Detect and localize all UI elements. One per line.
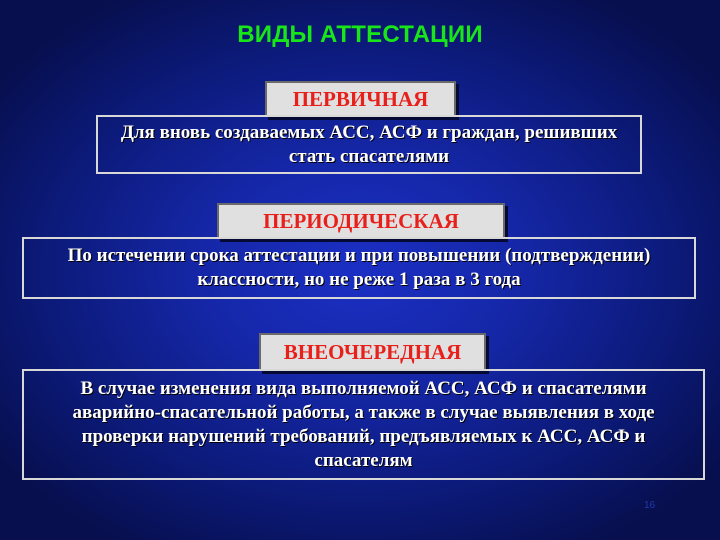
section-description-primary-text: Для вновь создаваемых АСС, АСФ и граждан, решивших стать спасателями xyxy=(120,121,618,167)
section-label-periodic: ПЕРИОДИЧЕСКАЯ xyxy=(217,203,505,239)
section-description-extraordinary-text: В случае изменения вида выполняемой АСС, АСФ и спасателями аварийно-спасательной работы, а также в случае выявления в ходе проверки нарушений требований, предъявляемых к АСС, АСФ и спасателям xyxy=(72,377,655,471)
section-description-primary xyxy=(96,115,642,174)
section-description-periodic xyxy=(22,237,696,299)
slide-title: ВИДЫ АТТЕСТАЦИИ xyxy=(237,21,483,48)
section-label-extraordinary: ВНЕОЧЕРЕДНАЯ xyxy=(259,333,486,371)
section-label-primary: ПЕРВИЧНАЯ xyxy=(265,81,456,117)
page-number: 16 xyxy=(644,500,656,511)
section-description-periodic-text: По истечении срока аттестации и при повышении (подтверждении) классности, но не реже 1 раза в 3 года xyxy=(67,245,651,290)
section-description-extraordinary xyxy=(22,369,705,480)
